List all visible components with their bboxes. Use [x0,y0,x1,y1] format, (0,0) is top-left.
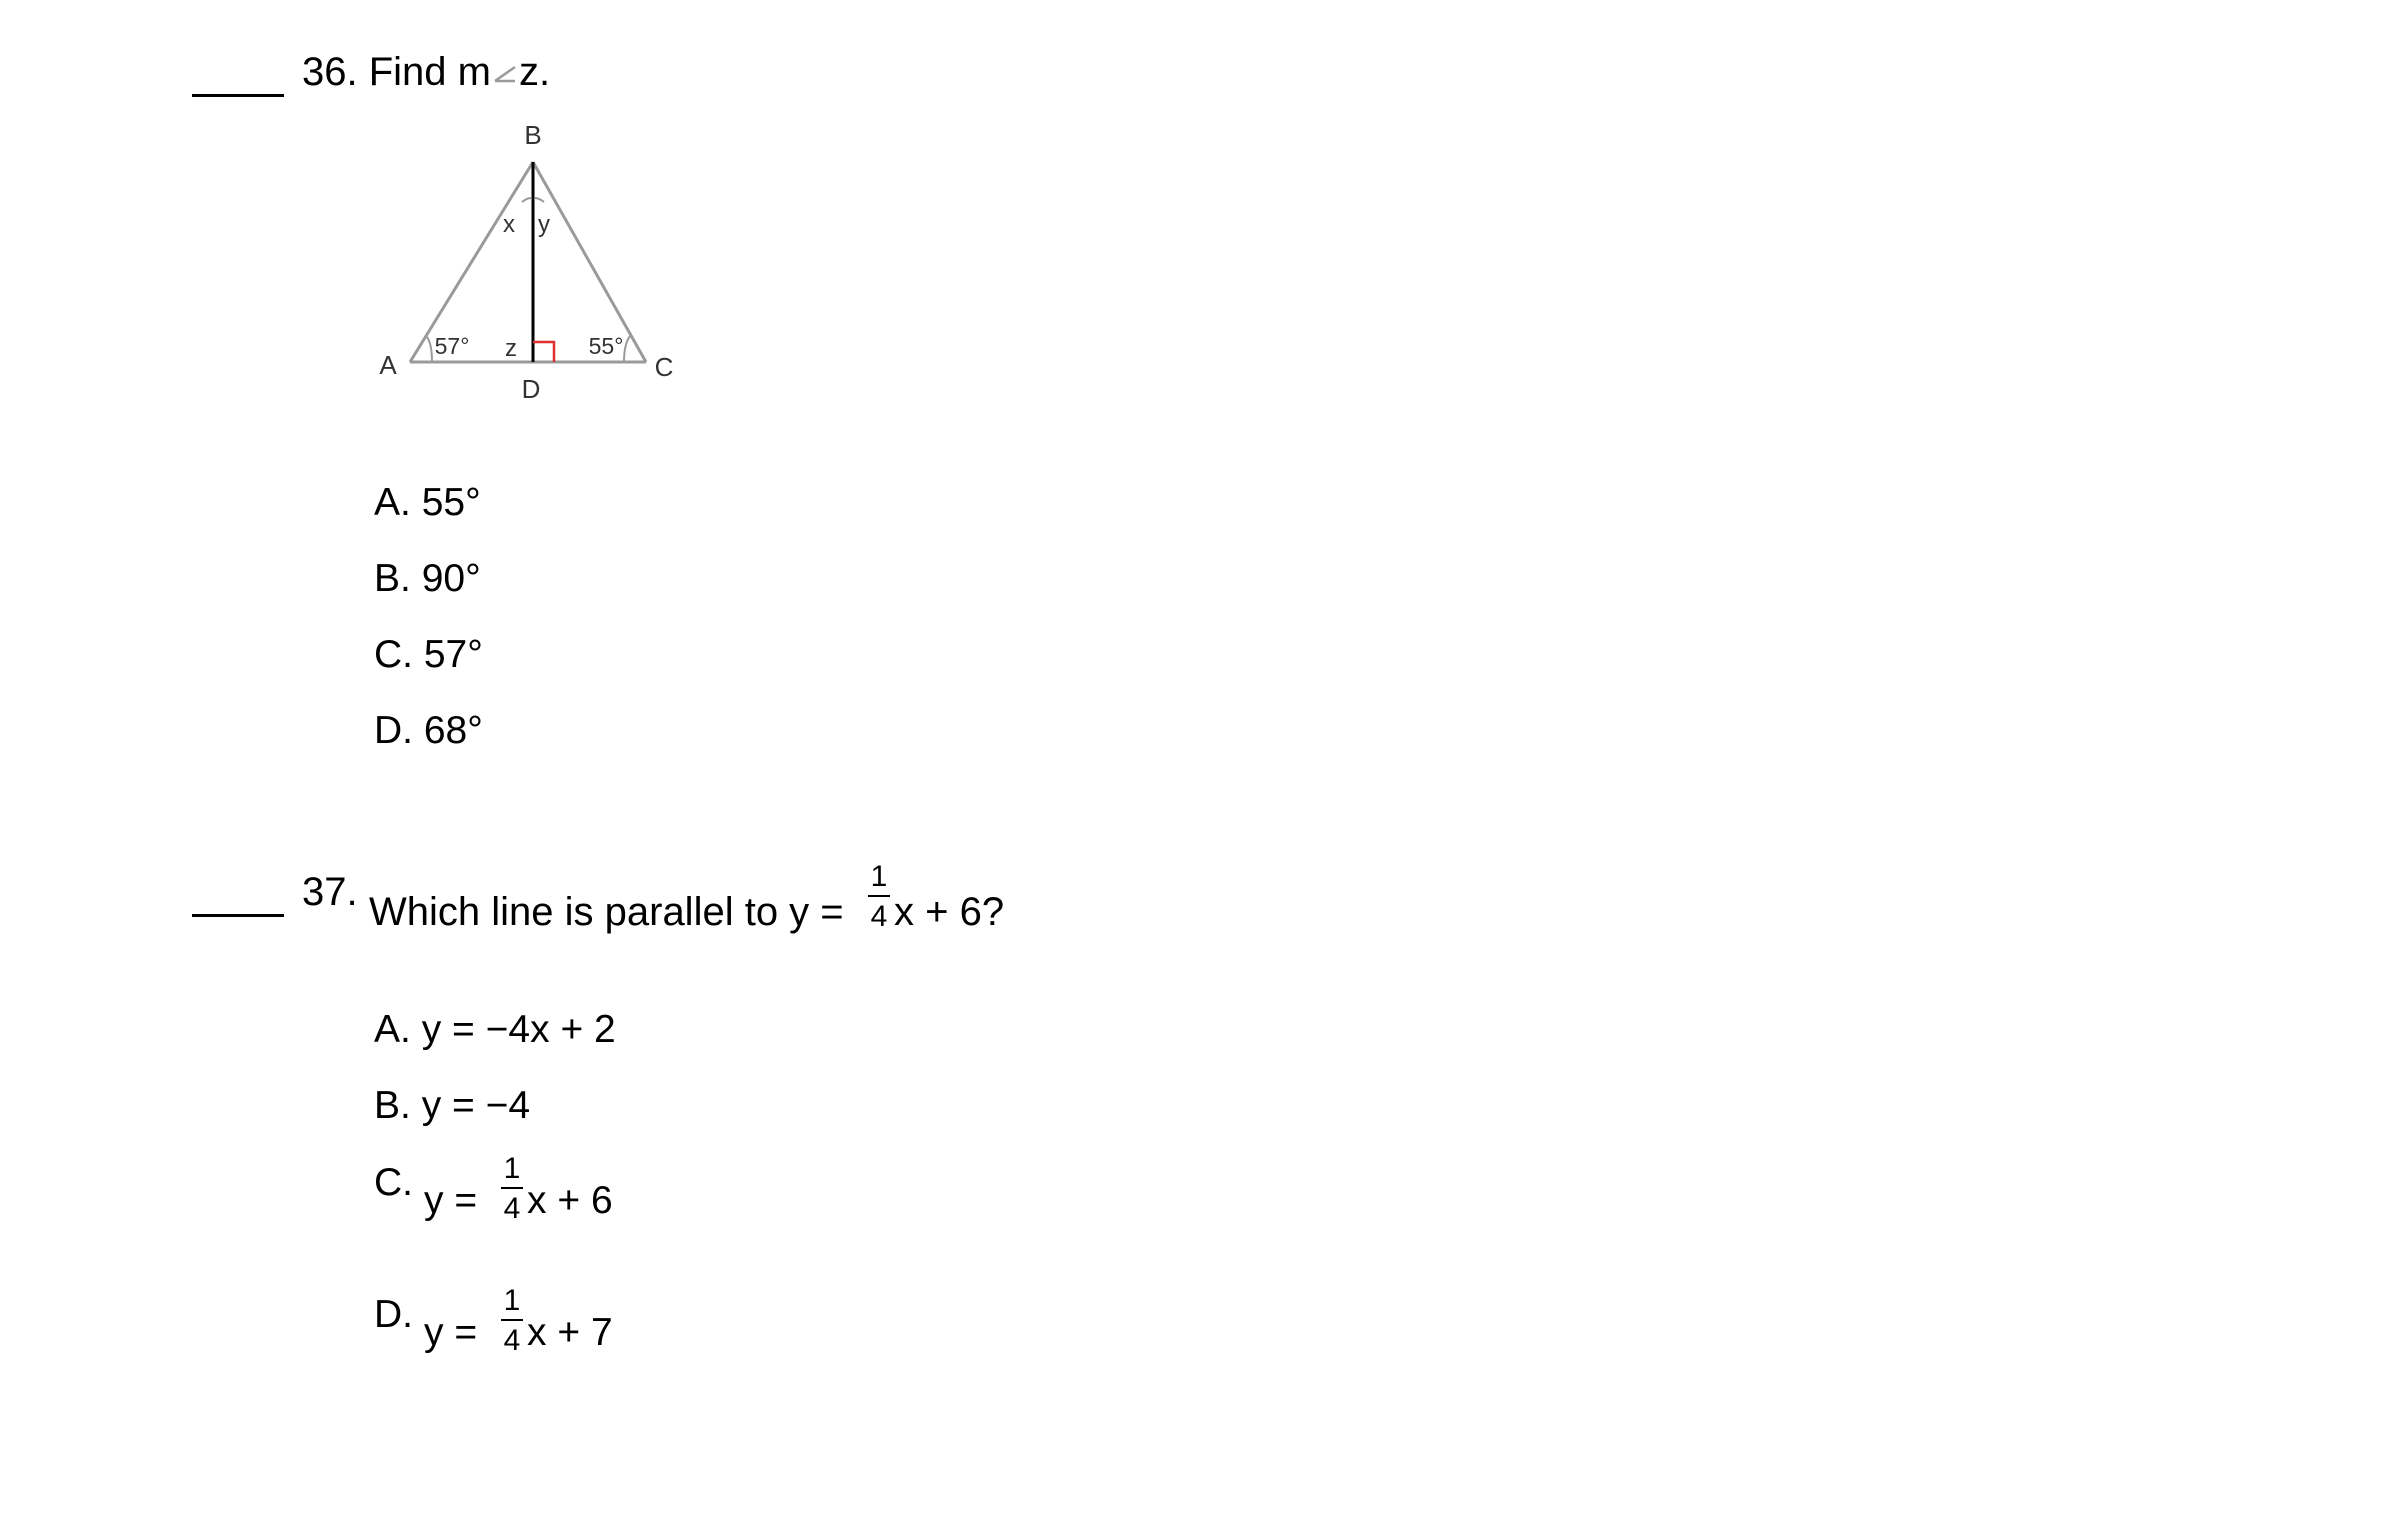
angle-icon [492,57,518,87]
choice-text: 68° [423,709,483,752]
choice-letter: C. [374,1161,413,1204]
choice-36-a[interactable] [374,480,481,526]
choice-text-suffix: x + 6 [527,1179,613,1222]
angle-arc-c [624,336,630,362]
choice-text: 55° [421,481,481,524]
vertex-c-label: C [654,352,674,382]
angle-x-label: x [503,211,515,238]
fraction-bar [501,1319,523,1321]
fraction-denominator: 4 [870,900,888,933]
choice-text: y = [424,1311,478,1354]
choice-letter: D. [374,1293,413,1336]
answer-blank-36[interactable] [192,94,284,97]
vertex-d-label: D [521,374,541,404]
side-ab [410,162,533,362]
fraction-bar [868,895,890,897]
angle-arc-b-left [522,198,531,202]
fraction-bar [501,1187,523,1189]
choice-text-suffix: x + 7 [527,1311,613,1354]
choice-letter: D. [374,709,413,752]
choice-text: y = −4x + 2 [421,1008,616,1051]
angle-c-label: 55° [588,333,624,359]
question-text-suffix: z. [518,50,551,94]
right-angle-marker [533,342,554,362]
question-37-text-suffix: x + 6? [894,890,1005,934]
angle-arc-a [426,336,432,362]
fraction-numerator: 1 [870,860,888,893]
choice-37-c[interactable] [374,1152,634,1230]
fraction-numerator: 1 [503,1284,521,1317]
choice-37-b[interactable] [374,1083,530,1129]
choice-letter: A. [374,1008,411,1051]
choice-36-b[interactable] [374,556,481,602]
triangle-diagram [370,118,690,413]
answer-blank-37[interactable] [192,914,284,917]
vertex-a-label: A [379,350,397,380]
fraction-denominator: 4 [503,1324,521,1357]
question-36-prompt [302,48,550,96]
choice-letter: A. [374,481,411,524]
angle-y-label: y [538,211,550,238]
choice-letter: B. [374,1084,411,1127]
angle-z-label: z [505,335,517,362]
question-text: Find m [368,50,491,94]
choice-36-d[interactable] [374,708,483,754]
angle-a-label: 57° [434,333,470,359]
fraction-denominator: 4 [503,1192,521,1225]
question-37-text: Which line is parallel to y = [369,890,844,934]
choice-text: y = [424,1179,478,1222]
question-number: 36. [302,50,358,94]
side-bc [533,162,646,362]
choice-text: 90° [421,557,481,600]
question-37-number: 37. [302,870,358,914]
choice-36-c[interactable] [374,632,483,678]
choice-letter: B. [374,557,411,600]
fraction-numerator: 1 [503,1152,521,1185]
choice-37-d[interactable] [374,1284,634,1362]
vertex-b-label: B [524,120,542,150]
choice-37-a[interactable] [374,1007,616,1053]
choice-text: 57° [423,633,483,676]
angle-arc-b-right [535,198,544,202]
choice-text: y = −4 [421,1084,531,1127]
choice-letter: C. [374,633,413,676]
